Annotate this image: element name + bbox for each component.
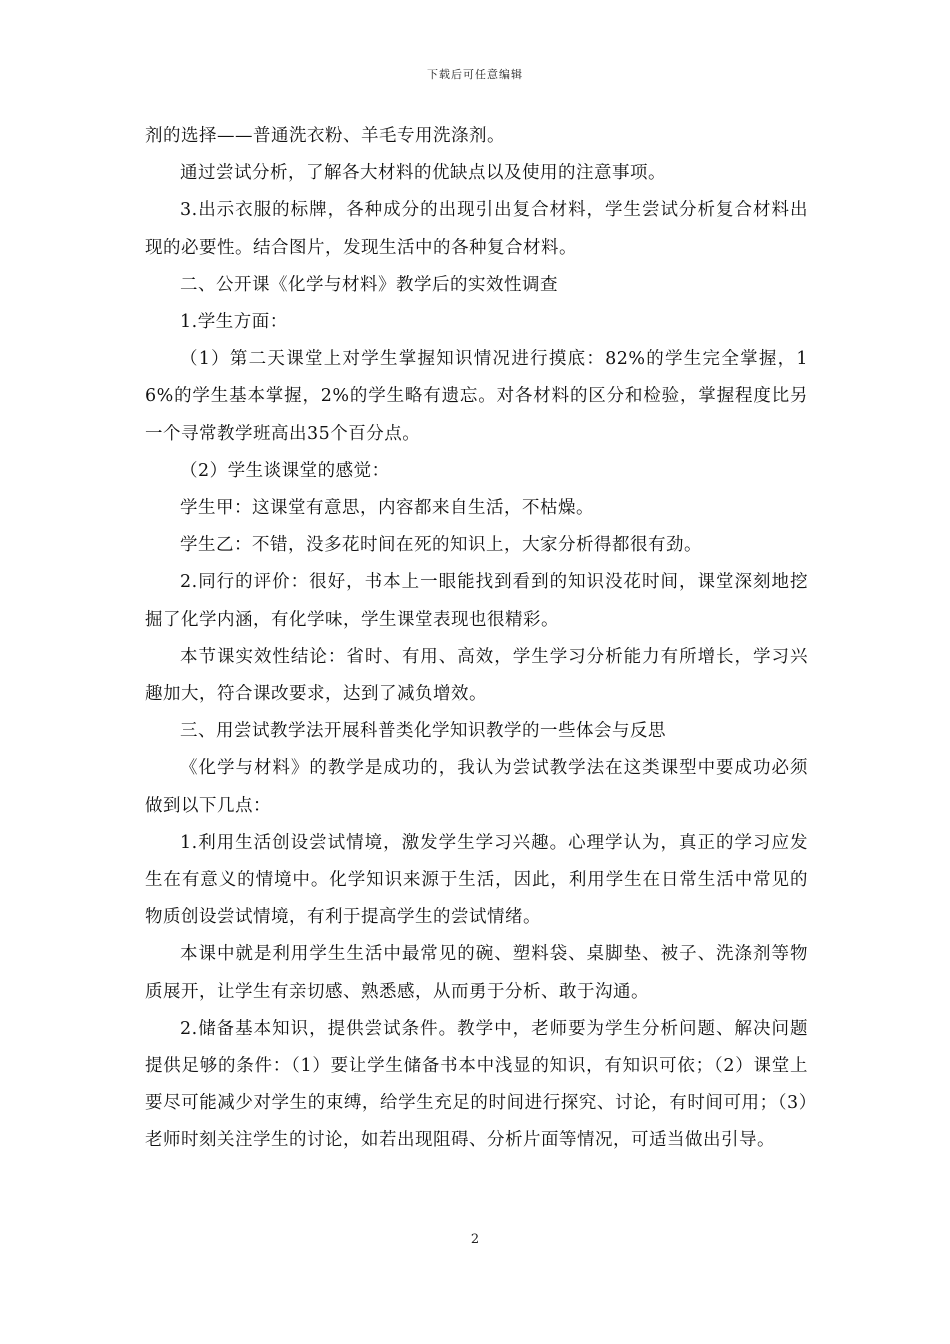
page-number: 2 — [470, 1232, 480, 1247]
paragraph: 通过尝试分析，了解各大材料的优缺点以及使用的注意事项。 — [180, 163, 666, 184]
paragraph: 本节课实效性结论：省时、有用、高效，学生学习分析能力有所增长，学习兴趣加大，符合课改要求，达到了减负增效。 — [145, 646, 808, 705]
paragraph: 2.同行的评价：很好，书本上一眼能找到看到的知识没花时间，课堂深刻地挖掘了化学内涵，有化学味，学生课堂表现也很精彩。 — [145, 572, 808, 630]
page-header: 下载后可任意编辑 — [427, 68, 523, 81]
paragraph: 学生乙：不错，没多花时间在死的知识上，大家分析得都很有劲。 — [180, 535, 702, 556]
paragraph: （2）学生谈课堂的感觉： — [180, 460, 390, 481]
paragraph: 学生甲：这课堂有意思，内容都来自生活，不枯燥。 — [180, 498, 594, 519]
paragraph: 2.储备基本知识，提供尝试条件。教学中，老师要为学生分析问题、解决问题提供足够的条件：（1）要让学生储备书本中浅显的知识，有知识可依；（2）课堂上要尽可能减少对学生的束缚，给学生充足的时间进行探究、讨论，有时间可用；（3）老师时刻关注学生的讨论，如若出现阻碍、分析片面等情况，可适当做出引导。 — [145, 1018, 808, 1151]
paragraph: 本课中就是利用学生生活中最常见的碗、塑料袋、桌脚垫、被子、洗涤剂等物质展开，让学生有亲切感、熟悉感，从而勇于分析、敢于沟通。 — [145, 944, 808, 1002]
subsection-heading: 1.学生方面： — [180, 312, 288, 333]
paragraph-continuation: 剂的选择——普通洗衣粉、羊毛专用洗涤剂。 — [145, 126, 505, 146]
document-body — [145, 118, 808, 1160]
paragraph: 《化学与材料》的教学是成功的，我认为尝试教学法在这类课型中要成功必须做到以下几点： — [145, 758, 808, 816]
section-heading: 二、公开课《化学与材料》教学后的实效性调查 — [180, 274, 558, 295]
paragraph: （1）第二天课堂上对学生掌握知识情况进行摸底：82%的学生完全掌握，16%的学生基本掌握，2%的学生略有遗忘。对各材料的区分和检验，掌握程度比另一个寻常教学班高出35个百分点。 — [145, 349, 808, 444]
paragraph: 1.利用生活创设尝试情境，激发学生学习兴趣。心理学认为，真正的学习应发生在有意义的情境中。化学知识来源于生活，因此，利用学生在日常生活中常见的物质创设尝试情境，有利于提高学生的尝试情绪。 — [145, 832, 808, 928]
paragraph: 3.出示衣服的标牌，各种成分的出现引出复合材料，学生尝试分析复合材料出现的必要性。结合图片，发现生活中的各种复合材料。 — [145, 200, 808, 258]
section-heading: 三、用尝试教学法开展科普类化学知识教学的一些体会与反思 — [180, 721, 666, 742]
